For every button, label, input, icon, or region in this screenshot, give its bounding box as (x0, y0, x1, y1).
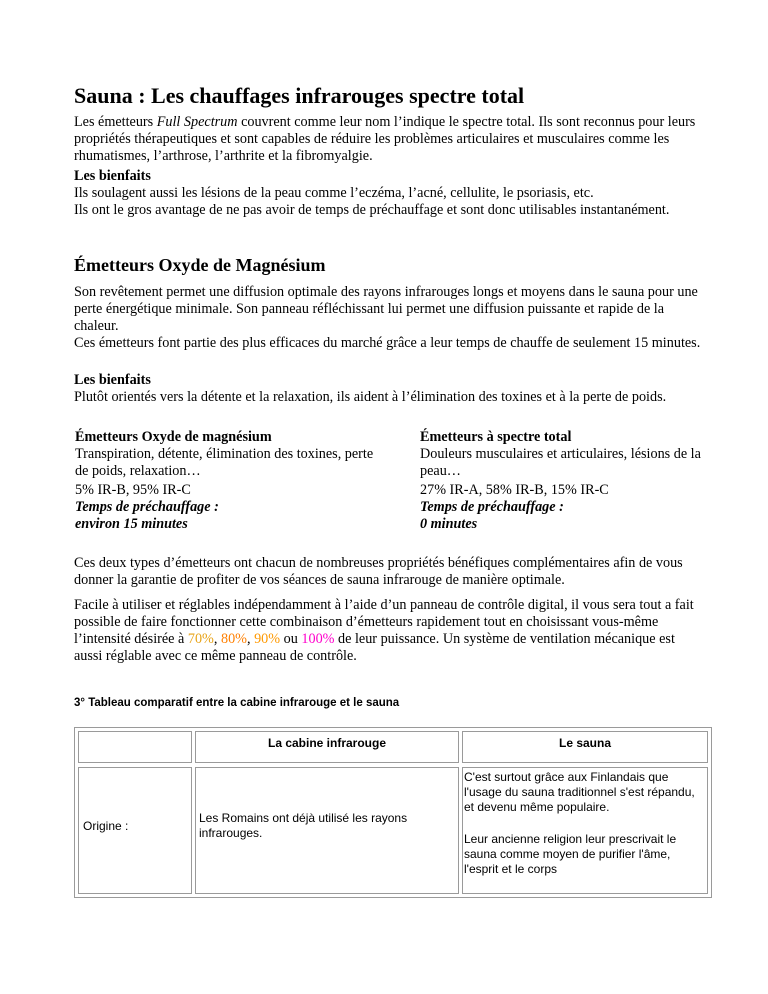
compare-left-time-value: environ 15 minutes (75, 516, 188, 532)
benefits-text-2: Plutôt orientés vers la détente et la relaxation, ils aident à l’élimination des toxines et à la perte de poids. (74, 389, 667, 405)
compare-right-time-label: Temps de préchauffage : (420, 499, 564, 515)
page-title: Sauna : Les chauffages infrarouges spectre total (74, 83, 525, 108)
row-label-origine: Origine : (83, 819, 129, 833)
types-paragraph (74, 555, 704, 589)
compare-right-time-value: 0 minutes (420, 516, 478, 532)
percent-100: 100% (301, 631, 335, 647)
benefits-line-1: Ils soulagent aussi les lésions de la peau comme l’eczéma, l’acné, cellulite, le psoriasis, etc. (74, 185, 594, 201)
separator-3: ou (280, 631, 302, 647)
table-cell-sauna (462, 767, 708, 894)
compare-left-time-label: Temps de préchauffage : (75, 499, 219, 515)
compare-right-desc: Douleurs musculaires et articulaires, lésions de la peau… (420, 446, 701, 479)
compare-right-heading: Émetteurs à spectre total (420, 429, 572, 445)
table-row-label-cell (78, 767, 192, 894)
benefits-line-2: Ils ont le gros avantage de ne pas avoir de temps de préchauffage et sont donc utilisables instantanément. (74, 202, 670, 218)
table-cell-cabine (195, 767, 459, 894)
benefits-heading-1: Les bienfaits (74, 168, 151, 184)
compare-left-desc: Transpiration, détente, élimination des toxines, perte de poids, relaxation… (75, 446, 374, 479)
intro-paragraph (74, 114, 704, 165)
separator-1: , (213, 631, 221, 647)
sauna-origin-text-2: Leur ancienne religion leur prescrivait le sauna comme moyen de purifier l'âme, l'esprit et le corps (464, 832, 677, 876)
magnesium-description (74, 284, 704, 352)
intro-text-start: Les émetteurs (74, 114, 157, 130)
control-paragraph (74, 597, 704, 665)
magnesium-text-2: Ces émetteurs font partie des plus efficaces du marché grâce a leur temps de chauffe de seulement 15 minutes. (74, 335, 701, 351)
percent-80: 80% (220, 631, 247, 647)
percent-70: 70% (187, 631, 214, 647)
section-title-magnesium: Émetteurs Oxyde de Magnésium (74, 255, 326, 275)
cabine-origin-text: Les Romains ont déjà utilisé les rayons infrarouges. (199, 811, 408, 840)
compare-column-magnesium (75, 429, 380, 533)
percent-90: 90% (254, 631, 281, 647)
compare-left-spectrum: 5% IR-B, 95% IR-C (75, 482, 191, 498)
magnesium-text-1: Son revêtement permet une diffusion optimale des rayons infrarouges longs et moyens dans le sauna pour une perte énergétique minimale. Son panneau réfléchissant lui permet une diffusion puissante et rapide de la chaleur. (74, 284, 698, 334)
types-text: Ces deux types d’émetteurs ont chacun de nombreuses propriétés bénéfiques complémentaires afin de vous donner la garantie de profiter de vos séances de sauna infrarouge de manière optimale. (74, 555, 683, 588)
separator-2: , (246, 631, 255, 647)
intro-text-end: couvrent comme leur nom l’indique le spectre total. Ils sont reconnus pour leurs propriétés thérapeutiques et sont capables de réduire les problèmes articulaires et musculaires comme les rhumatismes, l’arthrose, l’arthrite et la fibromyalgie. (74, 114, 696, 164)
compare-right-spectrum: 27% IR-A, 58% IR-B, 15% IR-C (420, 482, 609, 498)
benefits-heading-2: Les bienfaits (74, 372, 151, 388)
table-header-cabine: La cabine infrarouge (195, 731, 459, 763)
table-caption: 3° Tableau comparatif entre la cabine infrarouge et le sauna (74, 697, 400, 709)
control-text-start: Facile à utiliser et réglables indépendamment à l’aide d’un panneau de contrôle digital, il vous sera tout a fait possible de faire fonctionner cette combinaison d’émetteurs rapidement tout en choisissant vous-même l’intensité désirée à (74, 597, 694, 647)
table-header-sauna: Le sauna (462, 731, 708, 763)
compare-left-heading: Émetteurs Oxyde de magnésium (75, 429, 272, 445)
control-text-end: de leur puissance. Un système de ventilation mécanique est aussi réglable avec ce même panneau de contrôle. (74, 631, 675, 664)
table-header-empty (78, 731, 192, 763)
benefits-section-1 (74, 168, 704, 219)
sauna-origin-text-1: C'est surtout grâce aux Finlandais que l'usage du sauna traditionnel s'est répandu, et devenu même populaire. (464, 770, 695, 814)
benefits-section-2 (74, 372, 704, 406)
compare-column-full-spectrum (420, 429, 710, 533)
intro-italic-term: Full Spectrum (156, 114, 238, 130)
